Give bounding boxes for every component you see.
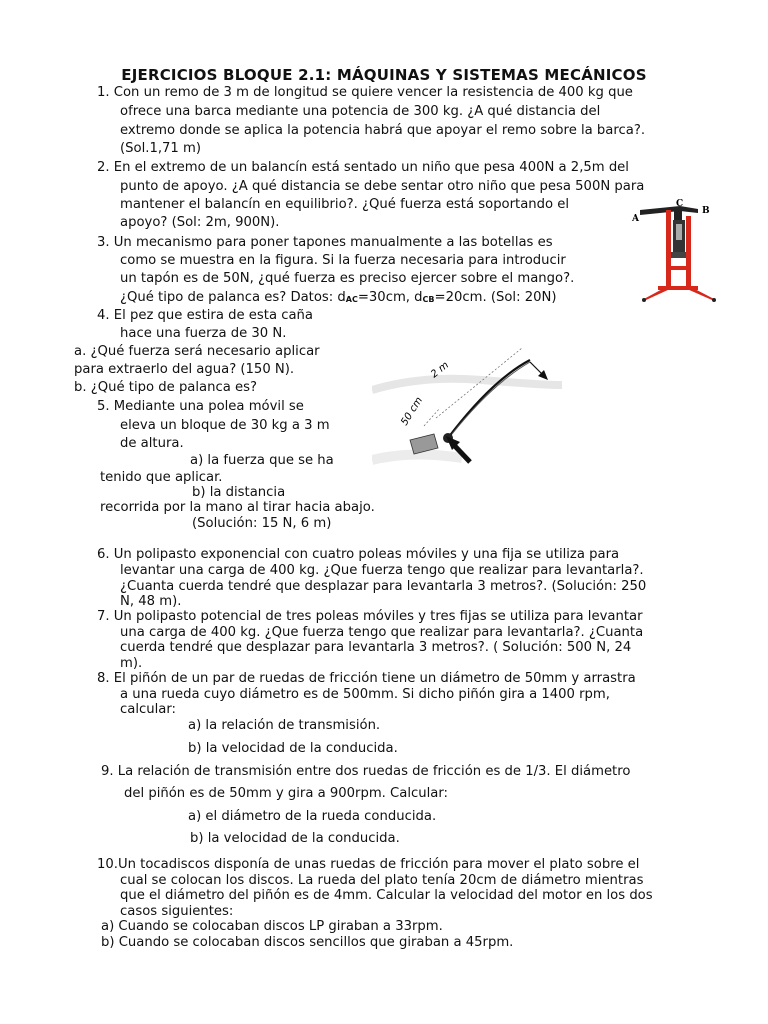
ex2-line: apoyo? (Sol: 2m, 900N).	[120, 215, 280, 230]
ex9-line: del piñón es de 50mm y gira a 900rpm. Calcular:	[124, 786, 449, 801]
ex1-line: extremo donde se aplica la potencia habrá que apoyar el remo sobre la barca?.	[120, 123, 646, 138]
ex5-line: (Solución: 15 N, 6 m)	[192, 516, 332, 531]
capper-label-b: B	[702, 206, 710, 216]
ex10-line: que el diámetro del piñón es de 4mm. Calcular la velocidad del motor en los dos	[120, 888, 653, 903]
ex3-line: como se muestra en la figura. Si la fuerza necesaria para introducir	[120, 253, 566, 268]
page-title: EJERCICIOS BLOQUE 2.1: MÁQUINAS Y SISTEMAS MECÁNICOS	[121, 66, 647, 84]
ex5-line: a) la fuerza que se ha	[190, 453, 334, 468]
ex8-line: calcular:	[120, 702, 176, 717]
capper-label-a: A	[632, 214, 639, 224]
ex5-line: recorrida por la mano al tirar hacia abajo.	[100, 500, 375, 515]
ex6-line: 6. Un polipasto exponencial con cuatro poleas móviles y una fija se utiliza para	[97, 547, 620, 562]
ex4-line: hace una fuerza de 30 N.	[120, 326, 287, 341]
ex10-line: a) Cuando se colocaban discos LP giraban a 33rpm.	[101, 919, 443, 934]
ex1-line: 1. Con un remo de 3 m de longitud se quiere vencer la resistencia de 400 kg que	[97, 85, 633, 100]
ex4-line: para extraerlo del agua? (150 N).	[74, 362, 295, 377]
ex2-line: 2. En el extremo de un balancín está sentado un niño que pesa 400N a 2,5m del	[97, 160, 629, 175]
ex3-data-line: ¿Qué tipo de palanca es? Datos: $d_{AC}=30cm$, $d_{CB}=20cm$. (Sol: 20N)	[120, 290, 557, 305]
ex8-line: 8. El piñón de un par de ruedas de fricción tiene un diámetro de 50mm y arrastra	[97, 671, 636, 686]
ex7-line: cuerda tendré que desplazar para levantarla 3 metros?. ( Solución: 500 N, 24	[120, 640, 632, 655]
ex6-line: ¿Cuanta cuerda tendré que desplazar para levantarla 3 metros?. (Solución: 250	[120, 579, 647, 594]
ex5-line: eleva un bloque de 30 kg a 3 m	[120, 418, 330, 433]
ex6-line: levantar una carga de 400 kg. ¿Que fuerza tengo que realizar para levantarla?.	[120, 563, 644, 578]
ex7-line: m).	[120, 656, 143, 671]
ex8-line: a) la relación de transmisión.	[188, 718, 381, 733]
ex5-line: 5. Mediante una polea móvil se	[97, 399, 304, 414]
ex10-line: cual se colocan los discos. La rueda del plato tenía 20cm de diámetro mientras	[120, 873, 644, 888]
ex4-line: 4. El pez que estira de esta caña	[97, 308, 313, 323]
ex9-line: a) el diámetro de la rueda conducida.	[188, 809, 437, 824]
ex10-line: casos siguientes:	[120, 904, 234, 919]
ex10-line: 10.Un tocadiscos disponía de unas ruedas de fricción para mover el plato sobre el	[97, 857, 640, 872]
ex5-line: tenido que aplicar.	[100, 470, 223, 485]
ex4-line: b. ¿Qué tipo de palanca es?	[74, 380, 258, 395]
ex5-line: b) la distancia	[192, 485, 286, 500]
rod-label-50cm: 50 cm	[399, 395, 426, 428]
bottle-capper-figure	[618, 196, 726, 304]
ex3-line: un tapón es de 50N, ¿qué fuerza es preciso ejercer sobre el mango?.	[120, 271, 575, 286]
ex1-line: ofrece una barca mediante una potencia de 300 kg. ¿A qué distancia del	[120, 104, 601, 119]
rod-label-2m: 2 m	[429, 359, 452, 381]
ex9-line: b) la velocidad de la conducida.	[190, 831, 400, 846]
ex2-line: punto de apoyo. ¿A qué distancia se debe sentar otro niño que pesa 500N para	[120, 179, 645, 194]
ex7-line: una carga de 400 kg. ¿Que fuerza tengo que realizar para levantarla?. ¿Cuanta	[120, 625, 644, 640]
ex7-line: 7. Un polipasto potencial de tres poleas móviles y tres fijas se utiliza para levantar	[97, 609, 643, 624]
ex3-line: 3. Un mecanismo para poner tapones manualmente a las botellas es	[97, 235, 553, 250]
ex8-line: a una rueda cuyo diámetro es de 500mm. Si dicho piñón gira a 1400 rpm,	[120, 687, 610, 702]
ex8-line: b) la velocidad de la conducida.	[188, 741, 398, 756]
ex4-line: a. ¿Qué fuerza será necesario aplicar	[74, 344, 320, 359]
ex6-line: N, 48 m).	[120, 594, 182, 609]
fishing-rod-figure	[372, 330, 562, 490]
ex1-line: (Sol.1,71 m)	[120, 141, 201, 156]
ex5-line: de altura.	[120, 436, 184, 451]
capper-label-c: C	[676, 199, 684, 209]
ex10-line: b) Cuando se colocaban discos sencillos que giraban a 45rpm.	[101, 935, 514, 950]
ex2-line: mantener el balancín en equilibrio?. ¿Qué fuerza está soportando el	[120, 197, 570, 212]
ex9-line: 9. La relación de transmisión entre dos ruedas de fricción es de 1/3. El diámetro	[101, 764, 631, 779]
